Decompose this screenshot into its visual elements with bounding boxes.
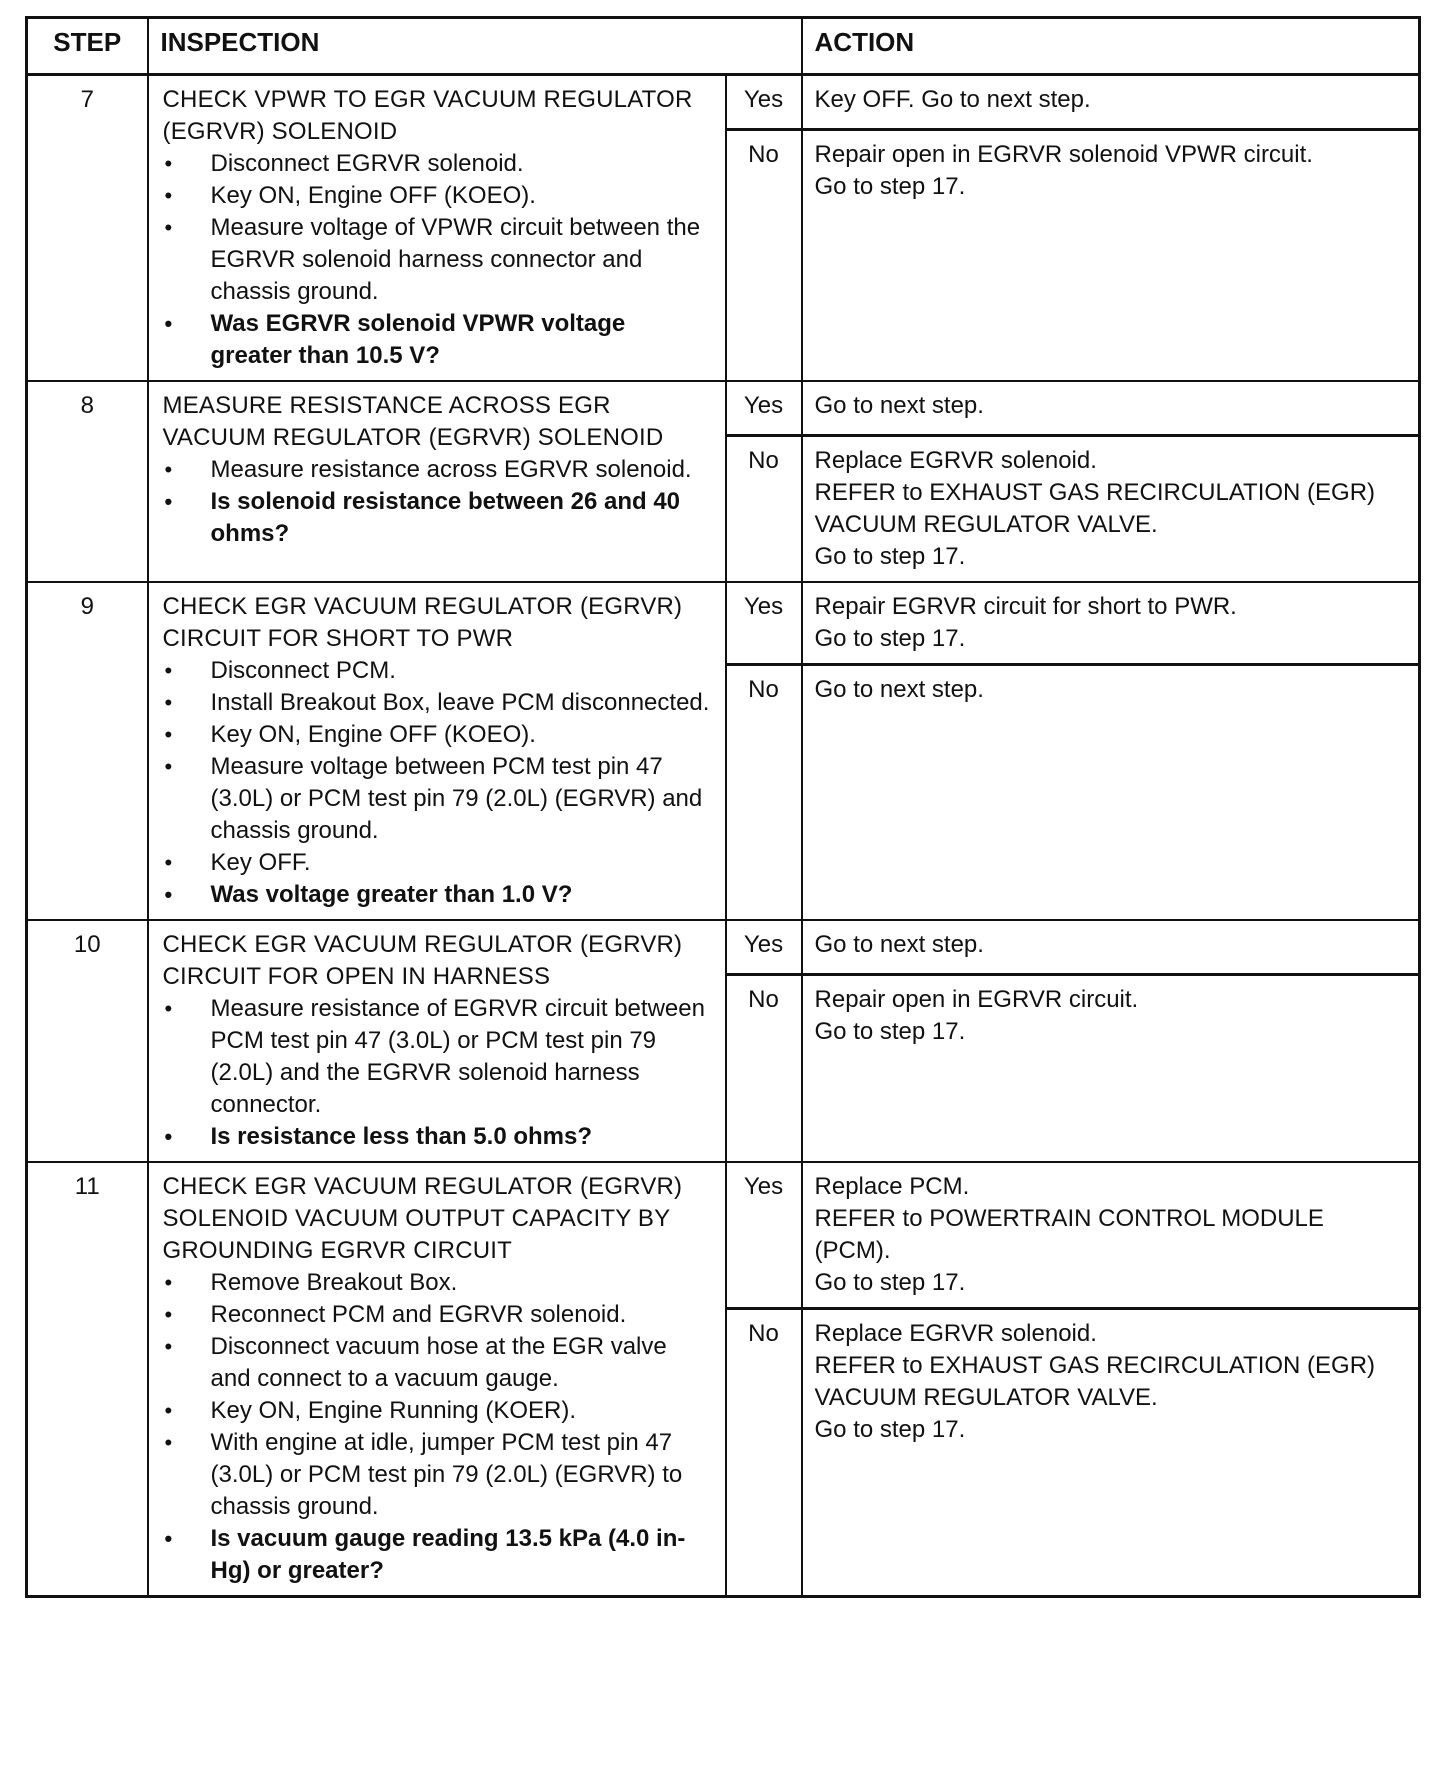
no-action <box>802 665 1420 921</box>
header-step: STEP <box>27 18 148 75</box>
inspection-title: CHECK EGR VACUUM REGULATOR (EGRVR) CIRCUIT FOR OPEN IN HARNESS <box>162 931 683 990</box>
yes-label: Yes <box>726 582 802 665</box>
inspection-bullet: • Measure voltage between PCM test pin 47 (3.0L) or PCM test pin 79 (2.0L) (EGRVR) and chassis ground. <box>163 751 711 847</box>
action-line: Replace PCM. <box>814 1173 970 1200</box>
yes-action <box>802 381 1420 436</box>
inspection-title: CHECK EGR VACUUM REGULATOR (EGRVR) SOLENOID VACUUM OUTPUT CAPACITY BY GROUNDING EGRVR CIRCUIT <box>162 1173 683 1264</box>
inspection-bullet: • Measure resistance across EGRVR solenoid. <box>163 454 711 486</box>
inspection-title: CHECK EGR VACUUM REGULATOR (EGRVR) CIRCUIT FOR SHORT TO PWR <box>162 593 683 652</box>
action-line: Go to step 17. <box>814 543 966 570</box>
no-label: No <box>726 436 802 583</box>
inspection-bullets <box>163 993 711 1153</box>
header-inspection: INSPECTION <box>148 18 802 75</box>
action-line: Go to step 17. <box>814 1416 966 1443</box>
inspection-title: MEASURE RESISTANCE ACROSS EGR VACUUM REGULATOR (EGRVR) SOLENOID <box>162 392 664 451</box>
no-action <box>802 436 1420 583</box>
inspection-bullet: • Key ON, Engine OFF (KOEO). <box>163 180 711 212</box>
yes-label: Yes <box>726 920 802 975</box>
inspection-bullets <box>163 148 711 372</box>
action-line: REFER to EXHAUST GAS RECIRCULATION (EGR) VACUUM REGULATOR VALVE. <box>814 479 1376 538</box>
yes-action <box>802 1162 1420 1309</box>
yes-label: Yes <box>726 75 802 130</box>
step-number: 9 <box>27 582 148 920</box>
action-line: Repair open in EGRVR circuit. <box>814 986 1139 1013</box>
no-label: No <box>726 975 802 1163</box>
action-line: Go to step 17. <box>814 173 966 200</box>
action-line: Repair EGRVR circuit for short to PWR. <box>814 593 1237 620</box>
no-action <box>802 130 1420 382</box>
action-line: REFER to EXHAUST GAS RECIRCULATION (EGR) VACUUM REGULATOR VALVE. <box>814 1352 1376 1411</box>
action-line: Repair open in EGRVR solenoid VPWR circuit. <box>814 141 1313 168</box>
step-row <box>27 582 1420 665</box>
step-row <box>27 920 1420 975</box>
inspection-bullet: • Measure resistance of EGRVR circuit between PCM test pin 47 (3.0L) or PCM test pin 79 (2.0L) and the EGRVR solenoid harness connector. <box>163 993 711 1121</box>
no-action <box>802 1309 1420 1597</box>
yes-action <box>802 75 1420 130</box>
inspection-bullet: • Disconnect EGRVR solenoid. <box>163 148 711 180</box>
yes-action <box>802 582 1420 665</box>
inspection-question: • Was voltage greater than 1.0 V? <box>163 879 711 911</box>
diagnostic-table <box>25 16 1421 1598</box>
table-body <box>27 75 1420 1597</box>
yes-label: Yes <box>726 1162 802 1309</box>
inspection-bullets <box>163 454 711 550</box>
step-row <box>27 75 1420 130</box>
yes-action <box>802 920 1420 975</box>
inspection-bullet: • Disconnect PCM. <box>163 655 711 687</box>
step-number: 10 <box>27 920 148 1162</box>
action-line: Key OFF. Go to next step. <box>814 86 1091 113</box>
inspection-question: • Is vacuum gauge reading 13.5 kPa (4.0 in-Hg) or greater? <box>163 1523 711 1587</box>
action-line: Go to step 17. <box>814 1269 966 1296</box>
step-number: 8 <box>27 381 148 582</box>
action-line: Go to next step. <box>814 931 984 958</box>
inspection-title: CHECK VPWR TO EGR VACUUM REGULATOR (EGRVR) SOLENOID <box>162 86 693 145</box>
no-label: No <box>726 665 802 921</box>
inspection-bullet: • Measure voltage of VPWR circuit between the EGRVR solenoid harness connector and chassis ground. <box>163 212 711 308</box>
inspection-bullet: • Install Breakout Box, leave PCM disconnected. <box>163 687 711 719</box>
inspection-bullet: • Key ON, Engine OFF (KOEO). <box>163 719 711 751</box>
inspection-bullets <box>163 655 711 911</box>
step-row <box>27 1162 1420 1309</box>
step-row <box>27 381 1420 436</box>
action-line: Replace EGRVR solenoid. <box>814 447 1097 474</box>
inspection-cell <box>148 920 726 1162</box>
step-number: 11 <box>27 1162 148 1597</box>
inspection-question: • Was EGRVR solenoid VPWR voltage greater than 10.5 V? <box>163 308 711 372</box>
inspection-cell <box>148 381 726 582</box>
inspection-cell <box>148 75 726 382</box>
header-action: ACTION <box>802 18 1420 75</box>
action-line: Go to next step. <box>814 676 984 703</box>
diagnostic-table-container <box>25 16 1418 1598</box>
inspection-question: • Is resistance less than 5.0 ohms? <box>163 1121 711 1153</box>
action-line: Go to next step. <box>814 392 984 419</box>
inspection-bullet: • With engine at idle, jumper PCM test pin 47 (3.0L) or PCM test pin 79 (2.0L) (EGRVR) to chassis ground. <box>163 1427 711 1523</box>
no-label: No <box>726 1309 802 1597</box>
inspection-bullet: • Reconnect PCM and EGRVR solenoid. <box>163 1299 711 1331</box>
inspection-question: • Is solenoid resistance between 26 and 40 ohms? <box>163 486 711 550</box>
action-line: Go to step 17. <box>814 1018 966 1045</box>
no-label: No <box>726 130 802 382</box>
yes-label: Yes <box>726 381 802 436</box>
inspection-cell <box>148 582 726 920</box>
header-row <box>27 18 1420 75</box>
no-action <box>802 975 1420 1163</box>
inspection-bullet: • Key ON, Engine Running (KOER). <box>163 1395 711 1427</box>
inspection-bullet: • Key OFF. <box>163 847 711 879</box>
inspection-cell <box>148 1162 726 1597</box>
action-line: REFER to POWERTRAIN CONTROL MODULE (PCM). <box>814 1205 1324 1264</box>
inspection-bullet: • Remove Breakout Box. <box>163 1267 711 1299</box>
action-line: Replace EGRVR solenoid. <box>814 1320 1097 1347</box>
step-number: 7 <box>27 75 148 382</box>
action-line: Go to step 17. <box>814 625 966 652</box>
inspection-bullets <box>163 1267 711 1587</box>
inspection-bullet: • Disconnect vacuum hose at the EGR valve and connect to a vacuum gauge. <box>163 1331 711 1395</box>
